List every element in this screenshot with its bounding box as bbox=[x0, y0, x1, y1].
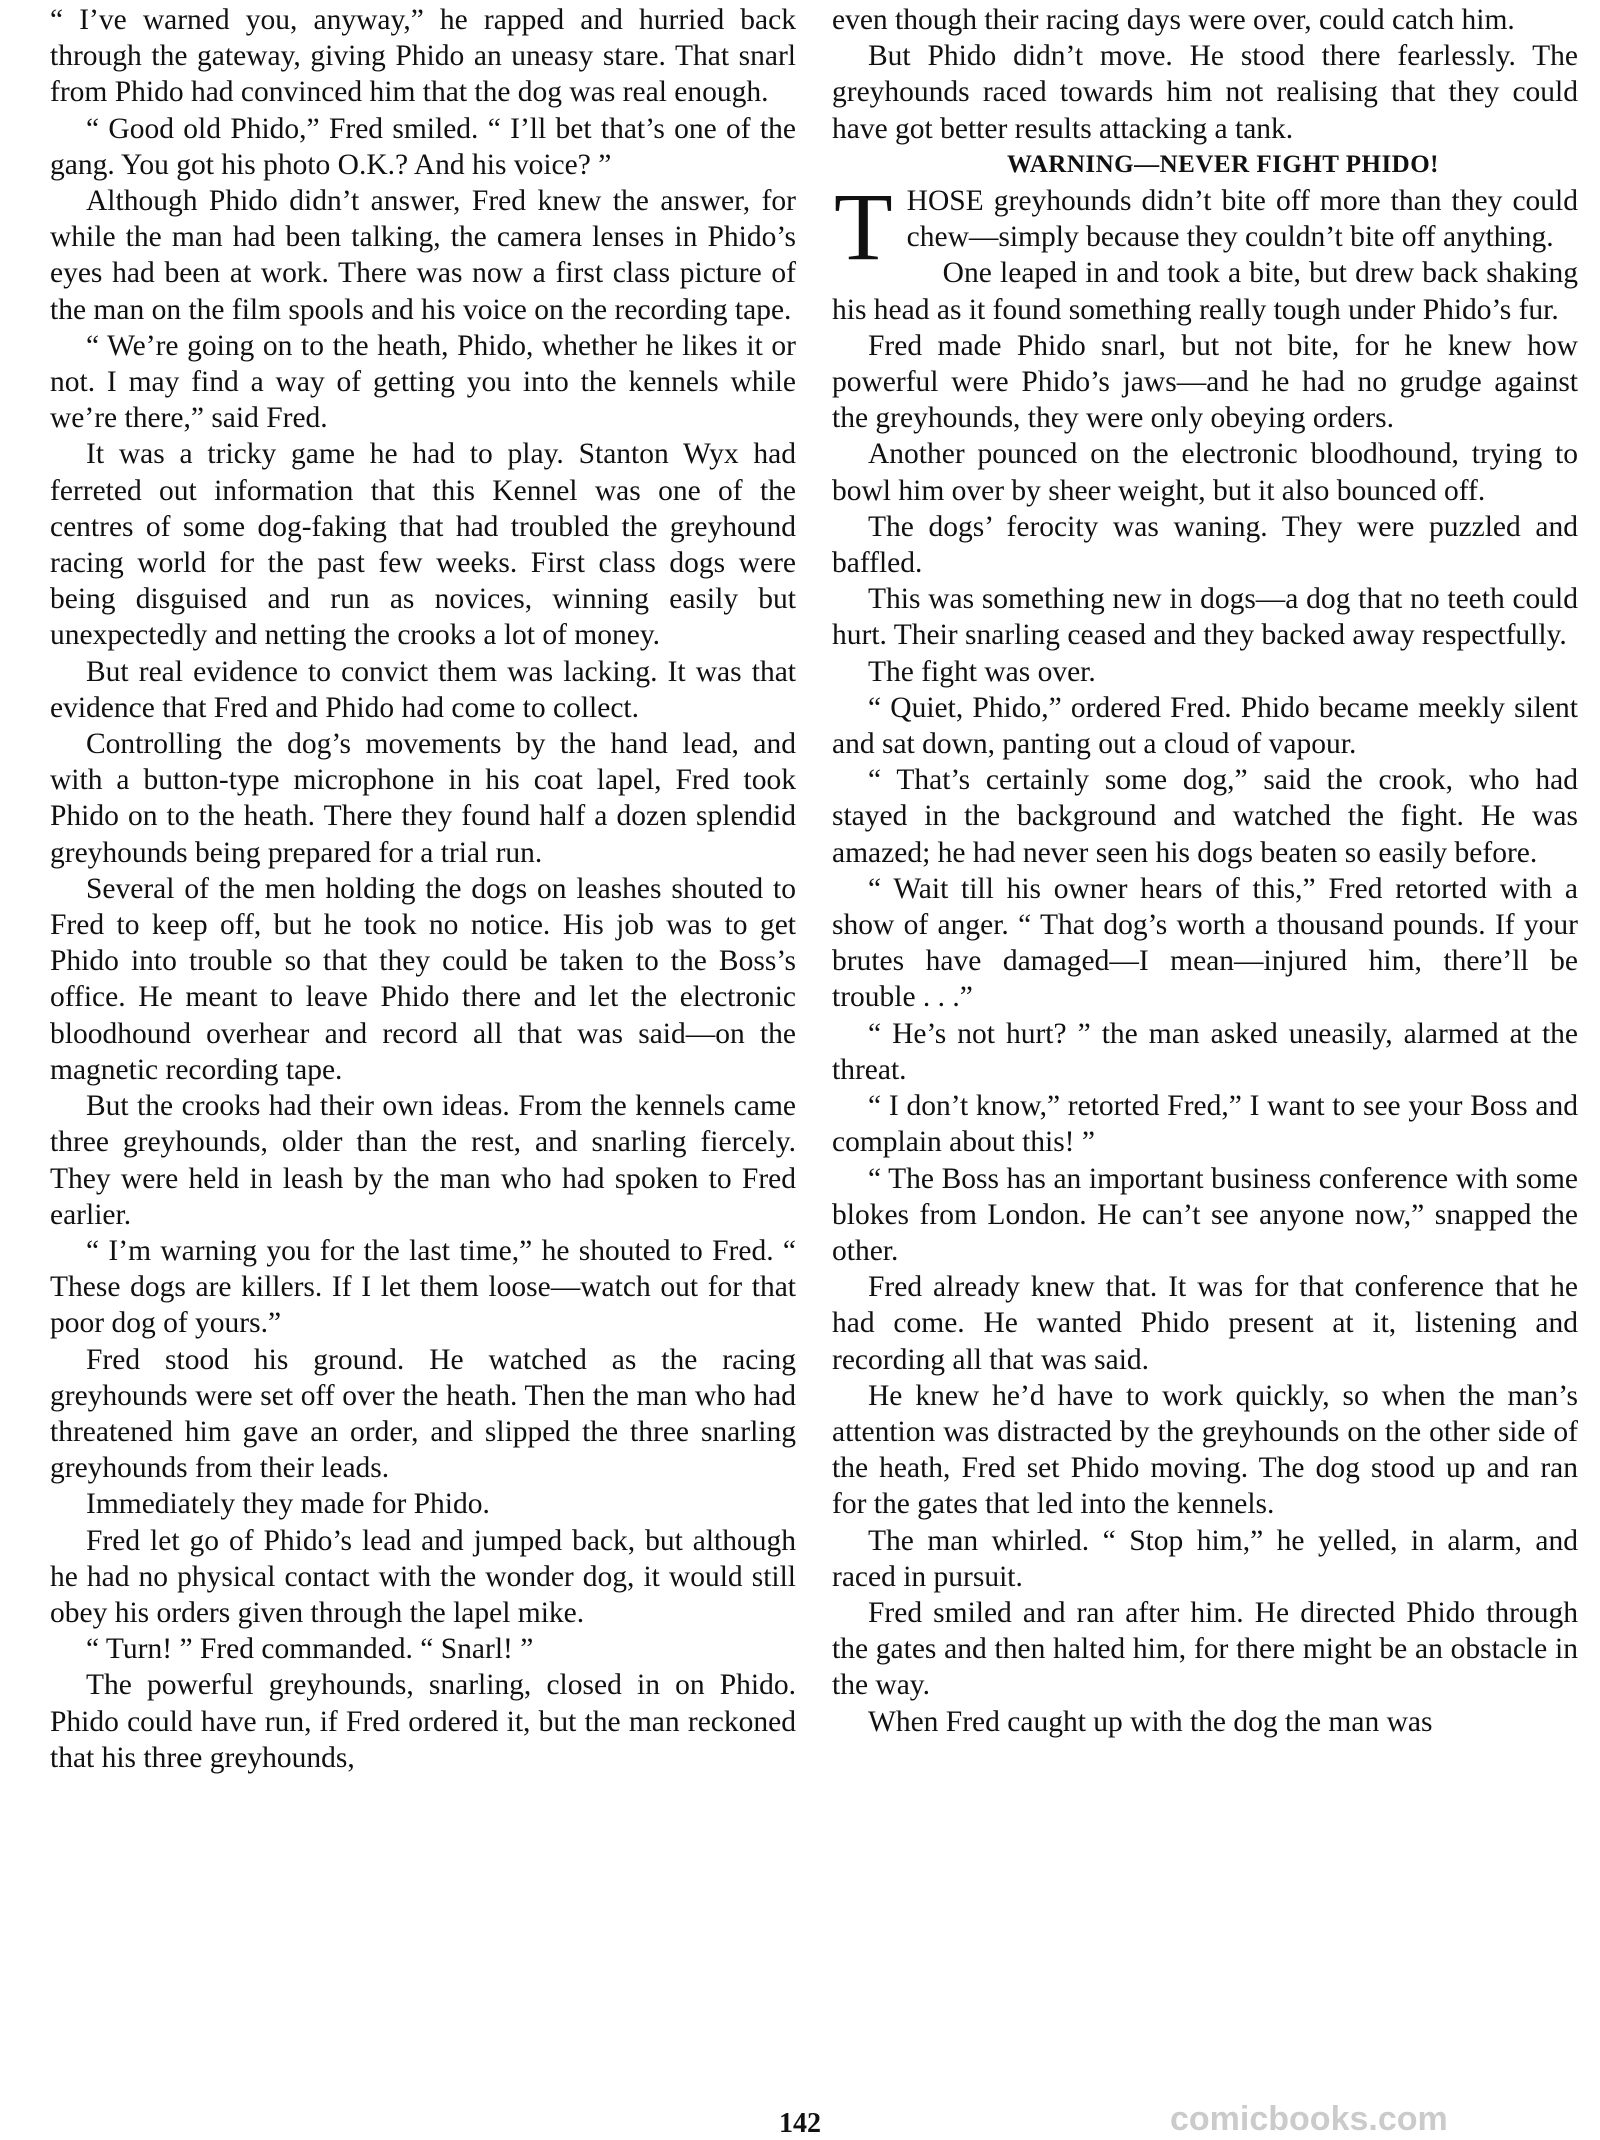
paragraph: “ I’ve warned you, anyway,” he rapped and hurried back through the gateway, giving Phido an uneasy stare. That snarl from Phido had convinced him that the dog was real enough. bbox=[50, 4, 796, 109]
paragraph: Several of the men holding the dogs on leashes shouted to Fred to keep off, but he took no notice. His job was to get Phido into trouble so that they could be taken to the Boss’s office. He meant to leave Phido there and let the electronic bloodhound overhear and record all that was said—on the magnetic recording tape. bbox=[50, 872, 796, 1086]
paragraph: The fight was over. bbox=[868, 655, 1096, 688]
paragraph: But the crooks had their own ideas. From the kennels came three greyhounds, older than the rest, and snarling fiercely. They were held in leash by the man who had spoken to Fred earlier. bbox=[50, 1090, 796, 1231]
paragraph: Another pounced on the electronic bloodhound, trying to bowl him over by sheer weight, but it also bounced off. bbox=[832, 438, 1578, 507]
paragraph: “ Wait till his owner hears of this,” Fred retorted with a show of anger. “ That dog’s worth a thousand pounds. If your brutes have damaged—I mean—injured him, there’ll be trouble . . .” bbox=[832, 872, 1578, 1014]
right-column bbox=[832, 2, 1578, 1740]
paragraph: Fred made Phido snarl, but not bite, for he knew how powerful were Phido’s jaws—and he had no grudge against the greyhounds, they were only obeying orders. bbox=[832, 329, 1578, 435]
watermark: comicbooks.com bbox=[1170, 2100, 1448, 2138]
dropcap-paragraph-text: HOSE greyhounds didn’t bite off more than they could chew—simply because they couldn’t bite off anything. bbox=[906, 185, 1578, 254]
paragraph: Fred smiled and ran after him. He directed Phido through the gates and then halted him, for there might be an obstacle in the way. bbox=[832, 1596, 1578, 1702]
paragraph: When Fred caught up with the dog the man was bbox=[868, 1705, 1433, 1738]
paragraph: The powerful greyhounds, snarling, closed in on Phido. Phido could have run, if Fred ordered it, but the man reckoned that his three greyhounds, bbox=[50, 1669, 796, 1774]
paragraph: It was a tricky game he had to play. Stanton Wyx had ferreted out information that this Kennel was one of the centres of some dog-faking that had troubled the greyhound racing world for the past few weeks. First class dogs were being disguised and run as novices, winning easily but unexpectedly and netting the crooks a lot of money. bbox=[50, 438, 796, 652]
paragraph: But real evidence to convict them was lacking. It was that evidence that Fred and Phido had come to collect. bbox=[50, 655, 796, 724]
paragraph: Fred already knew that. It was for that conference that he had come. He wanted Phido present at it, listening and recording all that was said. bbox=[832, 1271, 1578, 1376]
paragraph: “ We’re going on to the heath, Phido, whether he likes it or not. I may find a way of getting you into the kennels while we’re there,” said Fred. bbox=[50, 329, 796, 435]
paragraph: This was something new in dogs—a dog that no teeth could hurt. Their snarling ceased and they backed away respectfully. bbox=[832, 583, 1578, 652]
left-column bbox=[50, 2, 796, 1776]
paragraph: even though their racing days were over, could catch him. bbox=[832, 4, 1515, 36]
paragraph: Fred let go of Phido’s lead and jumped back, but although he had no physical contact with the wonder dog, it would still obey his orders given through the lapel mike. bbox=[50, 1524, 796, 1629]
drop-cap-letter: T bbox=[834, 173, 893, 281]
dropcap-paragraph bbox=[832, 173, 1578, 281]
paragraph: “ That’s certainly some dog,” said the crook, who had stayed in the background and watched the fight. He was amazed; he had never seen his dogs beaten so easily before. bbox=[832, 764, 1578, 869]
paragraph: “ Turn! ” Fred commanded. “ Snarl! ” bbox=[86, 1633, 534, 1666]
paragraph: “ He’s not hurt? ” the man asked uneasily, alarmed at the threat. bbox=[832, 1017, 1578, 1086]
paragraph: The dogs’ ferocity was waning. They were puzzled and baffled. bbox=[832, 510, 1578, 580]
paragraph: But Phido didn’t move. He stood there fearlessly. The greyhounds raced towards him not realising that they could have got better results attacking a tank. bbox=[832, 40, 1578, 145]
paragraph: “ I don’t know,” retorted Fred,” I want to see your Boss and complain about this! ” bbox=[832, 1090, 1578, 1159]
paragraph: “ Quiet, Phido,” ordered Fred. Phido became meekly silent and sat down, panting out a cloud of vapour. bbox=[832, 691, 1578, 761]
section-heading: WARNING—NEVER FIGHT PHIDO! bbox=[1006, 150, 1440, 178]
paragraph: The man whirled. “ Stop him,” he yelled, in alarm, and raced in pursuit. bbox=[832, 1524, 1578, 1593]
paragraph: Although Phido didn’t answer, Fred knew the answer, for while the man had been talking, the camera lenses in Phido’s eyes had been at work. There was now a first class picture of the man on the film spools and his voice on the recording tape. bbox=[50, 185, 796, 326]
page-number: 142 bbox=[779, 2108, 821, 2139]
paragraph: “ I’m warning you for the last time,” he shouted to Fred. “ These dogs are killers. If I let them loose—watch out for that poor dog of yours.” bbox=[50, 1234, 796, 1340]
paragraph: Controlling the dog’s movements by the hand lead, and with a button-type microphone in his coat lapel, Fred took Phido on to the heath. There they found half a dozen splendid greyhounds being prepared for a trial run. bbox=[50, 728, 796, 869]
paragraph: “ The Boss has an important business conference with some blokes from London. He can’t see anyone now,” snapped the other. bbox=[832, 1162, 1578, 1267]
paragraph: Immediately they made for Phido. bbox=[86, 1488, 490, 1521]
paragraph: One leaped in and took a bite, but drew back shaking his head as it found something really tough under Phido’s fur. bbox=[832, 257, 1578, 326]
paragraph: “ Good old Phido,” Fred smiled. “ I’ll bet that’s one of the gang. You got his photo O.K.? And his voice? ” bbox=[50, 112, 796, 181]
paragraph: Fred stood his ground. He watched as the racing greyhounds were set off over the heath. Then the man who had threatened him gave an order, and slipped the three snarling greyhounds from their leads. bbox=[50, 1343, 796, 1485]
paragraph: He knew he’d have to work quickly, so when the man’s attention was distracted by the greyhounds on the other side of the heath, Fred set Phido moving. The dog stood up and ran for the gates that led into the kennels. bbox=[832, 1379, 1578, 1521]
